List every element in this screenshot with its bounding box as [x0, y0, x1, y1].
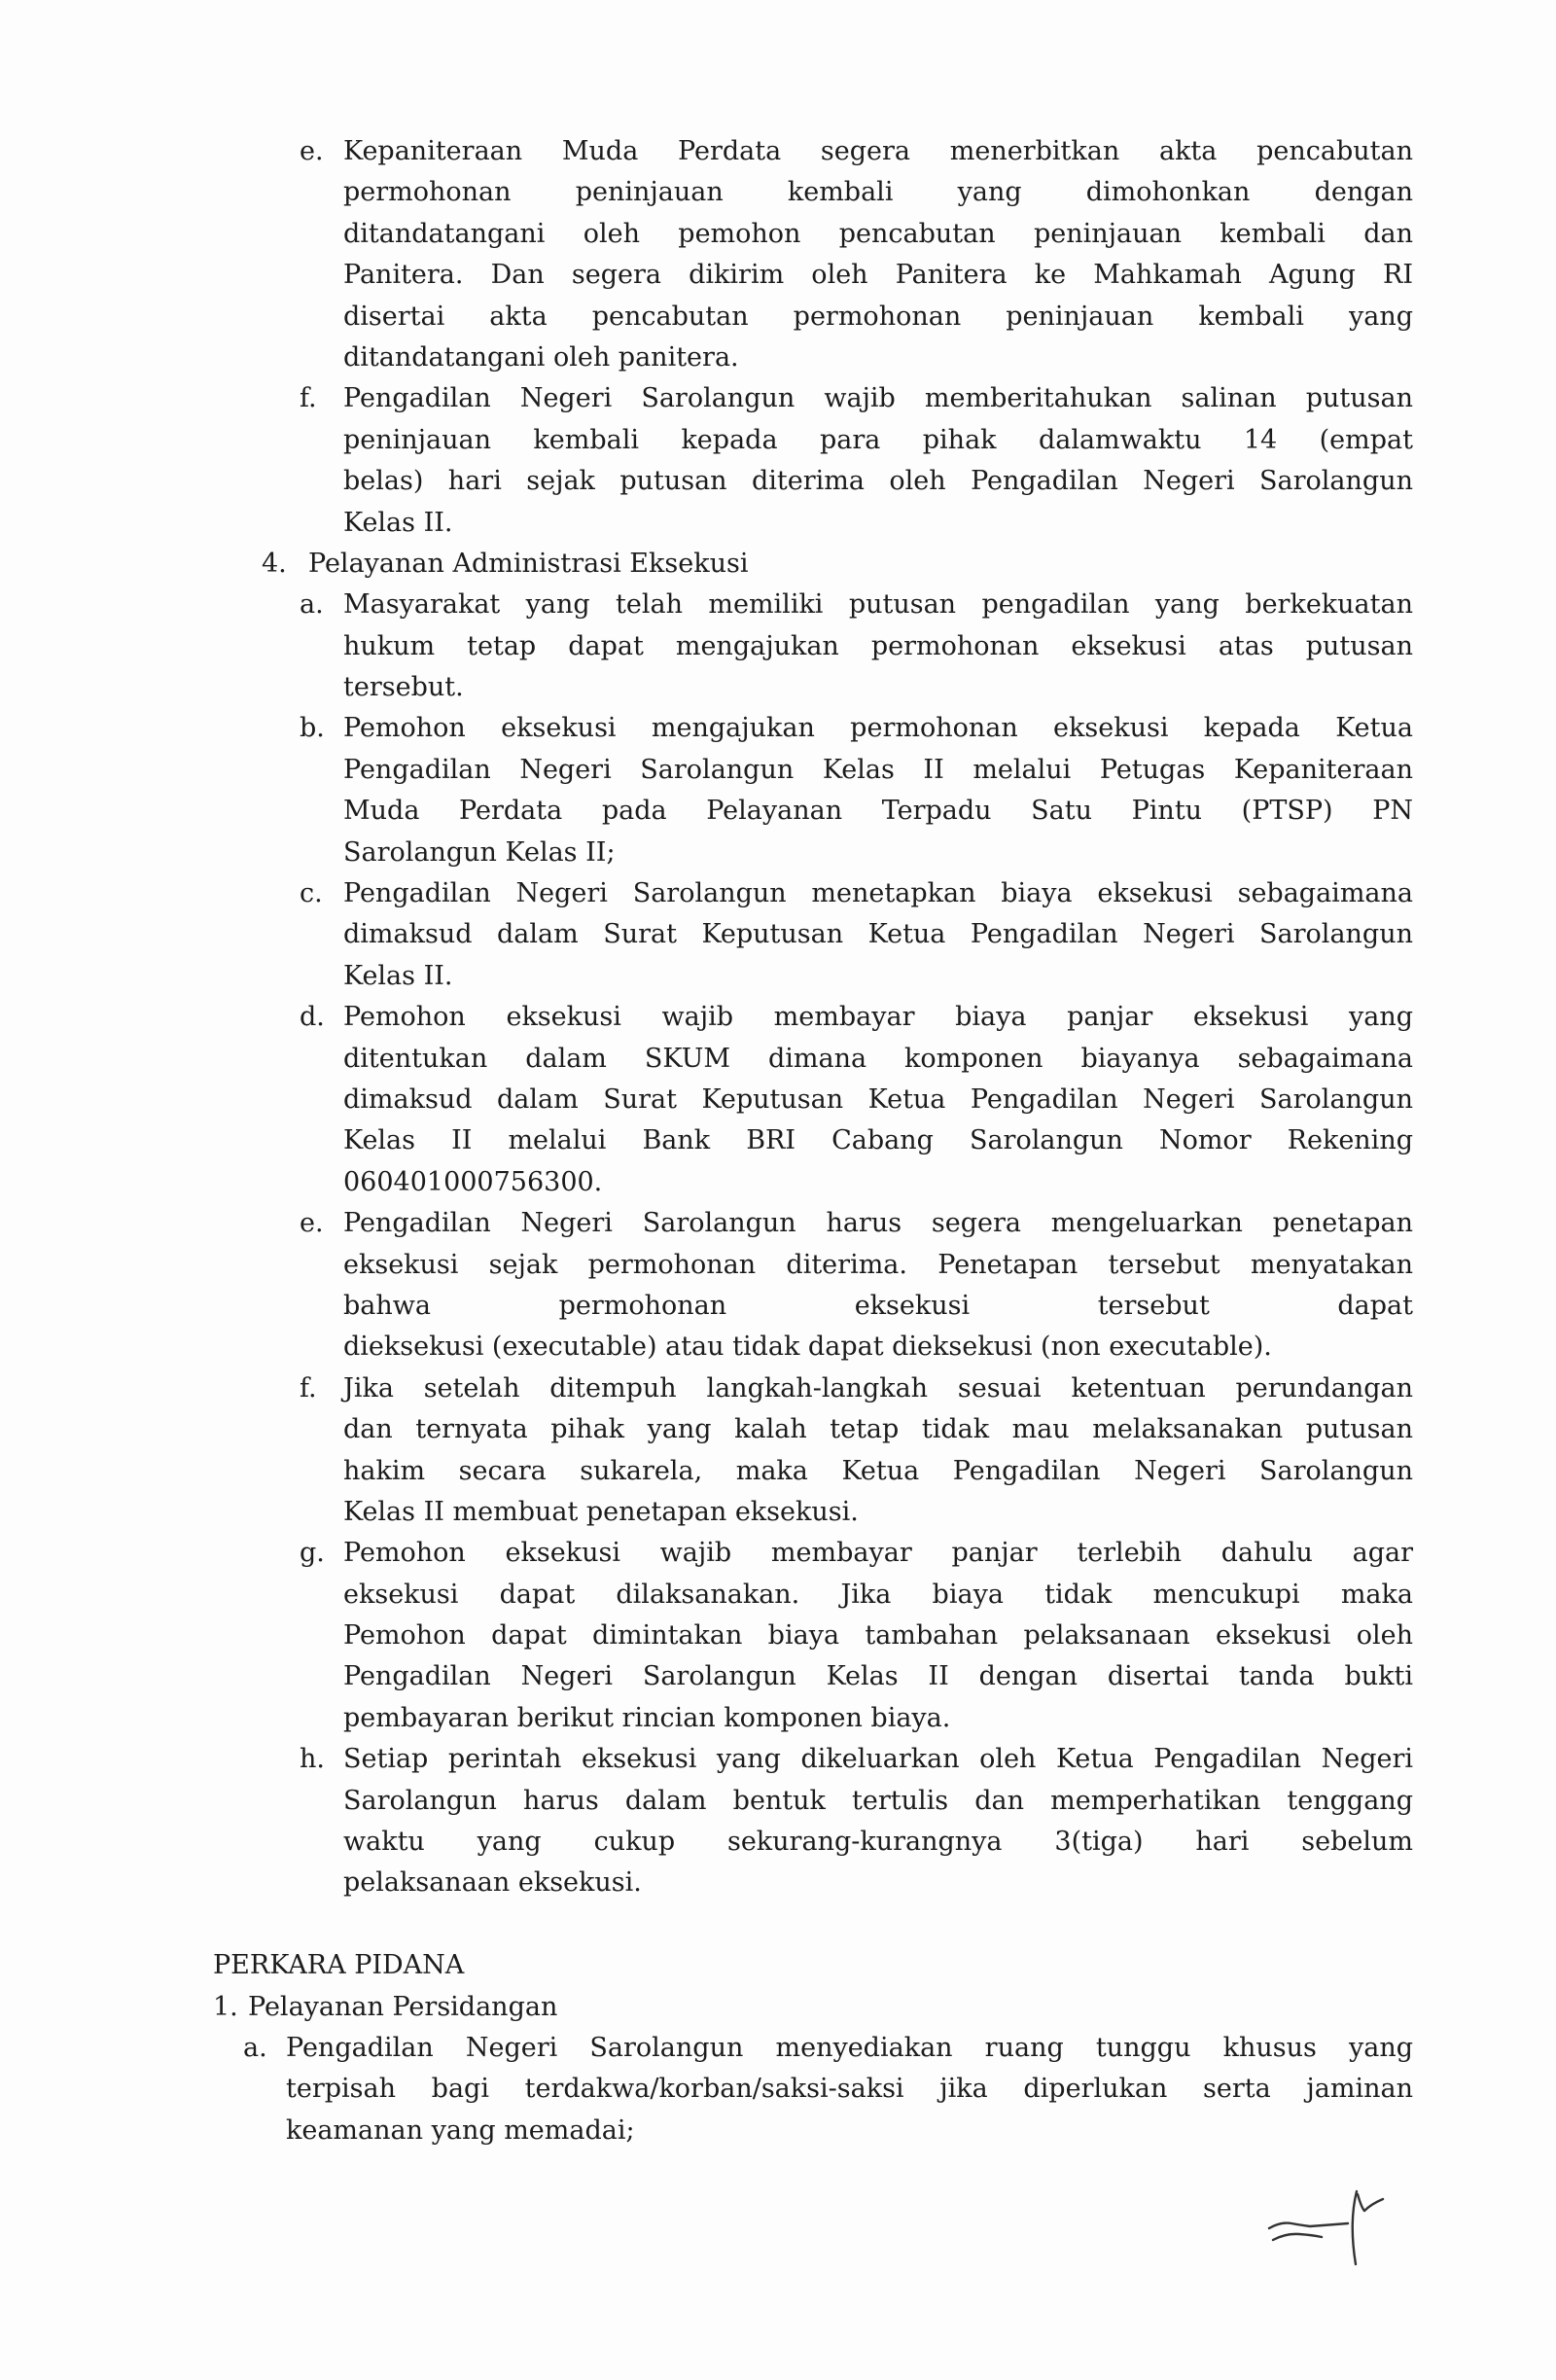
section-heading — [0, 1945, 1556, 1986]
list-label: f. — [300, 383, 317, 414]
list-label: h. — [300, 1744, 325, 1775]
text-line: waktu yang cukup sekurang-kurangnya 3(tiga) hari sebelum — [343, 1827, 1413, 1858]
list-label: a. — [243, 2032, 267, 2063]
list-item-a — [0, 2028, 1556, 2151]
text-line: Kepaniteraan Muda Perdata segera menerbitkan akta pencabutan — [343, 136, 1413, 166]
document-body — [0, 131, 1556, 2151]
text-line: ditandatangani oleh pemohon pencabutan peninjauan kembali dan — [343, 218, 1413, 249]
item-number: 1. — [213, 1991, 238, 2022]
text-line: Sarolangun harus dalam bentuk tertulis dan memperhatikan tenggang — [343, 1785, 1413, 1816]
text-line: eksekusi dapat dilaksanakan. Jika biaya tidak mencukupi maka — [343, 1579, 1413, 1610]
text-line: Kelas II membuat penetapan eksekusi. — [343, 1496, 859, 1527]
text-line: Pengadilan Negeri Sarolangun menetapkan biaya eksekusi sebagaimana — [343, 878, 1413, 909]
numbered-item-4 — [0, 544, 1556, 585]
list-label: e. — [300, 1208, 324, 1239]
numbered-item-1 — [0, 1987, 1556, 2028]
text-line: disertai akta pencabutan permohonan peninjauan kembali yang — [343, 301, 1413, 332]
text-line: Pengadilan Negeri Sarolangun Kelas II melalui Petugas Kepaniteraan — [343, 754, 1413, 785]
text-line: Pengadilan Negeri Sarolangun harus segera mengeluarkan penetapan — [343, 1208, 1413, 1239]
list-item-a — [0, 585, 1556, 708]
text-line: keamanan yang memadai; — [286, 2114, 635, 2146]
text-line: Kelas II. — [343, 960, 453, 991]
text-line: peninjauan kembali kepada para pihak dalamwaktu 14 (empat — [343, 424, 1413, 455]
list-item-h — [0, 1739, 1556, 1904]
list-item-c — [0, 873, 1556, 997]
text-line: Masyarakat yang telah memiliki putusan pengadilan yang berkekuatan — [343, 589, 1413, 621]
text-line: pelaksanaan eksekusi. — [343, 1867, 642, 1899]
section-title: PERKARA PIDANA — [213, 1950, 465, 1981]
item-title: Pelayanan Administrasi Eksekusi — [308, 548, 749, 579]
list-label: c. — [300, 878, 323, 909]
text-line: Sarolangun Kelas II; — [343, 836, 616, 868]
text-line: Kelas II. — [343, 507, 453, 538]
list-item-g — [0, 1533, 1556, 1739]
text-line: hukum tetap dapat mengajukan permohonan eksekusi atas putusan — [343, 630, 1413, 661]
text-line: Pemohon eksekusi mengajukan permohonan eksekusi kepada Ketua — [343, 713, 1413, 744]
signature-stroke — [1358, 2194, 1383, 2211]
signature-stroke — [1269, 2223, 1348, 2228]
text-line: dan ternyata pihak yang kalah tetap tidak mau melaksanakan putusan — [343, 1414, 1413, 1445]
signature-initial — [1255, 2169, 1400, 2276]
text-line: bahwa permohonan eksekusi tersebut dapat — [343, 1290, 1413, 1321]
signature-stroke — [1273, 2234, 1322, 2240]
paragraph-spacer — [0, 1904, 1556, 1945]
text-line: dimaksud dalam Surat Keputusan Ketua Pengadilan Negeri Sarolangun — [343, 1083, 1413, 1115]
text-line: terpisah bagi terdakwa/korban/saksi-saksi jika diperlukan serta jaminan — [286, 2074, 1413, 2105]
text-line: Pemohon eksekusi wajib membayar biaya panjar eksekusi yang — [343, 1002, 1413, 1033]
item-title: Pelayanan Persidangan — [248, 1991, 558, 2022]
text-line: permohonan peninjauan kembali yang dimohonkan dengan — [343, 177, 1413, 208]
account-number: 060401000756300. — [343, 1166, 603, 1197]
text-line: Pemohon dapat dimintakan biaya tambahan pelaksanaan eksekusi oleh — [343, 1620, 1413, 1652]
list-label: g. — [300, 1538, 325, 1569]
text-line: pembayaran berikut rincian komponen biaya. — [343, 1702, 951, 1733]
text-line: hakim secara sukarela, maka Ketua Pengadilan Negeri Sarolangun — [343, 1455, 1413, 1486]
text-line: Muda Perdata pada Pelayanan Terpadu Satu Pintu (PTSP) PN — [343, 796, 1413, 827]
text-line: belas) hari sejak putusan diterima oleh Pengadilan Negeri Sarolangun — [343, 466, 1413, 497]
text-line: ditentukan dalam SKUM dimana komponen biayanya sebagaimana — [343, 1043, 1413, 1074]
text-line: Pemohon eksekusi wajib membayar panjar terlebih dahulu agar — [343, 1538, 1413, 1569]
text-line: dieksekusi (executable) atau tidak dapat dieksekusi (non executable). — [343, 1332, 1272, 1363]
list-item-d — [0, 997, 1556, 1203]
item-number: 4. — [262, 548, 287, 579]
list-item-b — [0, 708, 1556, 873]
signature-stroke — [1353, 2191, 1357, 2264]
list-label: f. — [300, 1372, 317, 1403]
list-item-e — [0, 131, 1556, 378]
list-label: a. — [300, 589, 324, 621]
text-line: Pengadilan Negeri Sarolangun wajib memberitahukan salinan putusan — [343, 383, 1413, 414]
list-label: e. — [300, 136, 324, 166]
list-item-f — [0, 378, 1556, 544]
text-line: dimaksud dalam Surat Keputusan Ketua Pengadilan Negeri Sarolangun — [343, 919, 1413, 950]
text-line: Pengadilan Negeri Sarolangun Kelas II dengan disertai tanda bukti — [343, 1661, 1413, 1692]
list-label: b. — [300, 713, 325, 744]
text-line: Jika setelah ditempuh langkah-langkah sesuai ketentuan perundangan — [343, 1372, 1413, 1403]
text-line: tersebut. — [343, 672, 464, 703]
text-line: Panitera. Dan segera dikirim oleh Panitera ke Mahkamah Agung RI — [343, 260, 1413, 291]
list-item-f — [0, 1368, 1556, 1534]
text-line: Setiap perintah eksekusi yang dikeluarkan oleh Ketua Pengadilan Negeri — [343, 1744, 1413, 1775]
list-label: d. — [300, 1002, 325, 1033]
text-line: ditandatangani oleh panitera. — [343, 341, 739, 373]
text-line: Pengadilan Negeri Sarolangun menyediakan ruang tunggu khusus yang — [286, 2032, 1413, 2063]
list-item-e — [0, 1203, 1556, 1368]
text-line: Kelas II melalui Bank BRI Cabang Sarolangun Nomor Rekening — [343, 1125, 1413, 1156]
text-line: eksekusi sejak permohonan diterima. Penetapan tersebut menyatakan — [343, 1249, 1413, 1280]
